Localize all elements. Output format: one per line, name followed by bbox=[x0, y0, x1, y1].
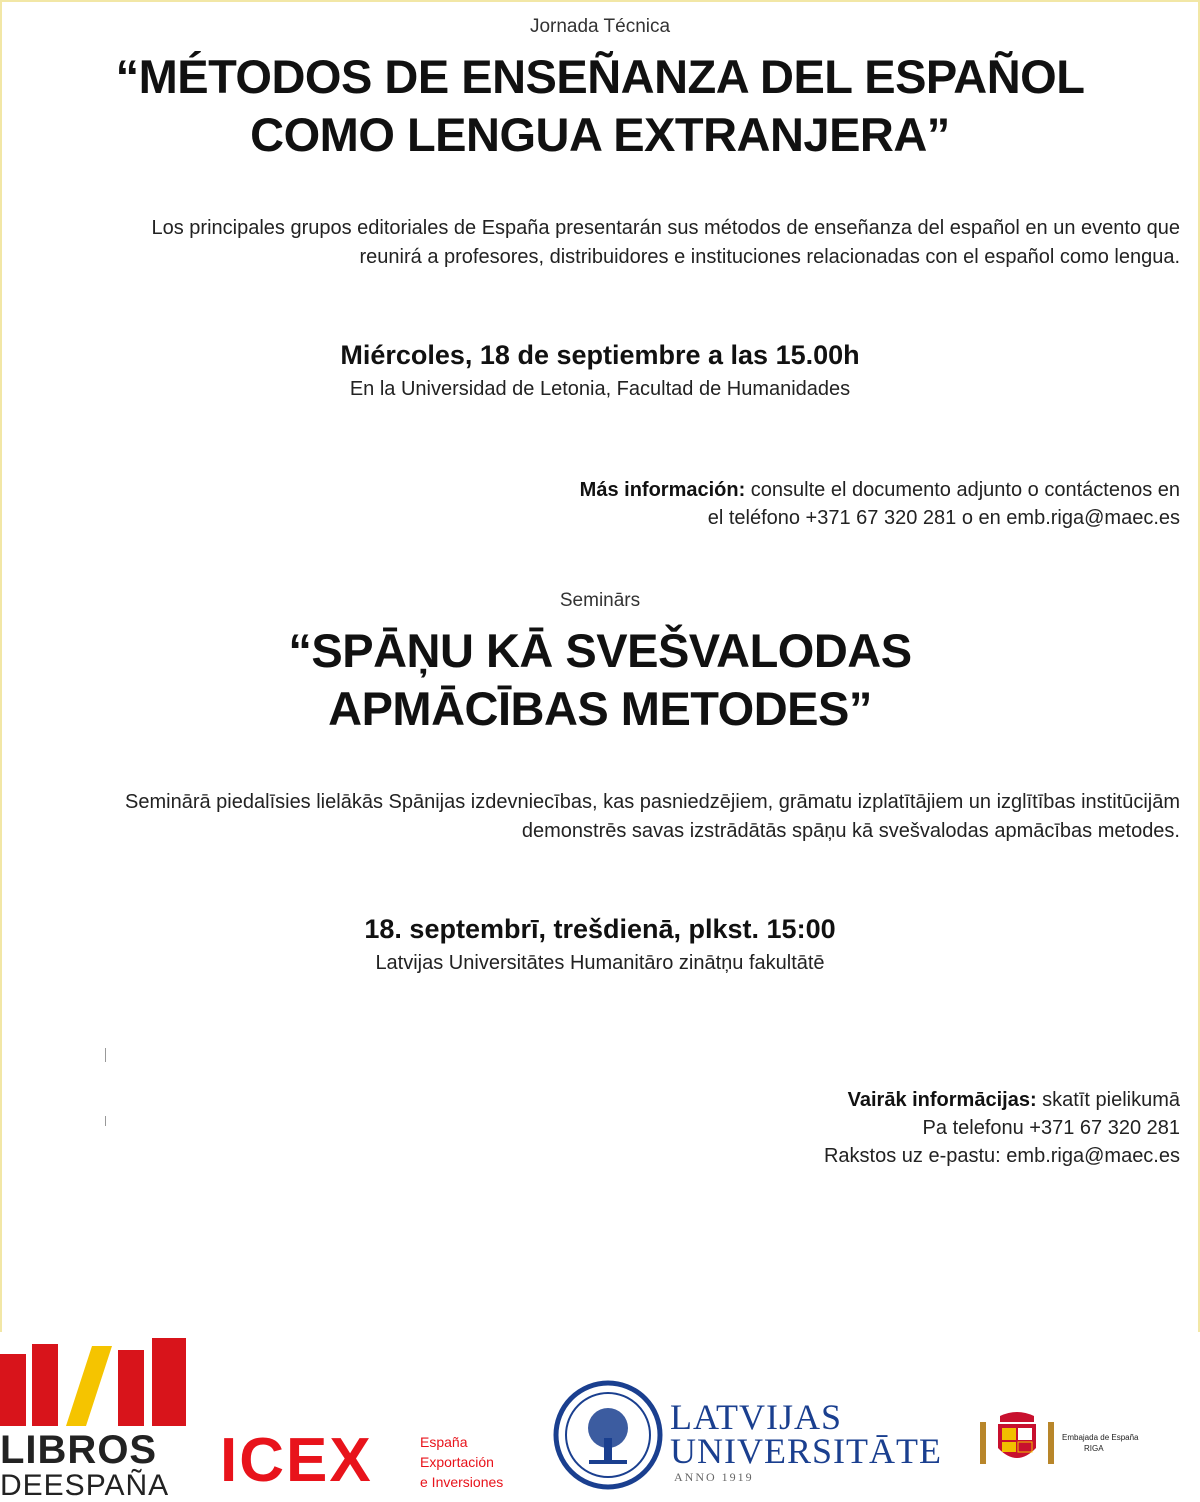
icex-sub-line: e Inversiones bbox=[420, 1474, 504, 1490]
libros-logo-subtext: DEESPAÑA bbox=[0, 1469, 170, 1502]
es-info-line1: consulte el documento adjunto o contáctenos en bbox=[745, 479, 1180, 501]
stray-mark bbox=[105, 1048, 106, 1062]
libros-bar bbox=[0, 1354, 26, 1426]
icex-sub-line: España bbox=[420, 1434, 468, 1450]
libros-bar bbox=[118, 1350, 144, 1426]
icex-logo: ICEX bbox=[220, 1426, 373, 1495]
es-info-label: Más información: bbox=[579, 479, 746, 501]
es-title-line1: “MÉTODOS DE ENSEÑANZA DEL ESPAÑOL bbox=[115, 50, 1085, 103]
embajada-logo-text bbox=[1062, 1432, 1139, 1454]
lv-description bbox=[125, 788, 1180, 846]
lv-venue: Latvijas Universitātes Humanitāro zinātņu fakultātē bbox=[375, 952, 825, 974]
libros-bar bbox=[32, 1344, 58, 1426]
es-description-line1: Los principales grupos editoriales de España presentarán sus métodos de enseñanza del español en un evento que bbox=[151, 217, 1180, 239]
libros-de-espana-logo-icon bbox=[0, 1336, 200, 1426]
emb-line1: Embajada de España bbox=[1062, 1433, 1139, 1442]
lv-info-line1: skatīt pielikumā bbox=[1036, 1089, 1180, 1111]
lv-description-line1: Seminārā piedalīsies lielākās Spānijas izdevniecības, kas pasniedzējiem, grāmatu izplatītājiem un izglītības institūcijām bbox=[125, 791, 1180, 813]
spain-coat-of-arms-icon bbox=[978, 1408, 1056, 1470]
es-kicker: Jornada Técnica bbox=[529, 16, 671, 37]
libros-logo-text: LIBROS bbox=[0, 1428, 158, 1472]
lv-title bbox=[0, 622, 1200, 738]
es-title bbox=[0, 48, 1200, 164]
icex-logo-subtitle bbox=[420, 1432, 503, 1492]
es-title-line2: COMO LENGUA EXTRANJERA” bbox=[250, 108, 950, 161]
es-info-line2: el teléfono +371 67 320 281 o en emb.riga@maec.es bbox=[707, 507, 1180, 529]
es-date: Miércoles, 18 de septiembre a las 15.00h bbox=[340, 340, 860, 370]
lv-info-line3: Rakstos uz e-pastu: emb.riga@maec.es bbox=[823, 1145, 1180, 1167]
lv-more-info bbox=[824, 1086, 1180, 1170]
lu-line2: UNIVERSITĀTE bbox=[670, 1431, 942, 1471]
libros-bar bbox=[66, 1346, 112, 1426]
lv-title-line1: “SPĀŅU KĀ SVEŠVALODAS bbox=[288, 624, 912, 677]
es-more-info bbox=[580, 476, 1180, 532]
lv-info-line2: Pa telefonu +371 67 320 281 bbox=[922, 1117, 1180, 1139]
emb-line2: RIGA bbox=[1084, 1444, 1104, 1453]
university-seal-icon bbox=[553, 1380, 663, 1490]
lu-anno: ANNO 1919 bbox=[674, 1470, 754, 1484]
lv-kicker: Seminārs bbox=[559, 590, 641, 611]
lv-title-line2: APMĀCĪBAS METODES” bbox=[328, 682, 872, 735]
icex-sub-line: Exportación bbox=[420, 1454, 494, 1470]
stray-mark bbox=[105, 1116, 106, 1126]
es-description-line2: reunirá a profesores, distribuidores e instituciones relacionadas con el español como lengua. bbox=[359, 246, 1180, 268]
libros-bar bbox=[152, 1338, 186, 1426]
lv-info-label: Vairāk informācijas: bbox=[847, 1089, 1037, 1111]
es-venue: En la Universidad de Letonia, Facultad de Humanidades bbox=[349, 378, 851, 400]
latvijas-universitate-logo bbox=[670, 1397, 942, 1471]
lu-line1: LATVIJAS bbox=[670, 1397, 843, 1437]
es-description bbox=[152, 214, 1181, 272]
lv-description-line2: demonstrēs savas izstrādātās spāņu kā svešvalodas apmācības metodes. bbox=[521, 820, 1180, 842]
lv-date: 18. septembrī, trešdienā, plkst. 15:00 bbox=[364, 914, 836, 944]
